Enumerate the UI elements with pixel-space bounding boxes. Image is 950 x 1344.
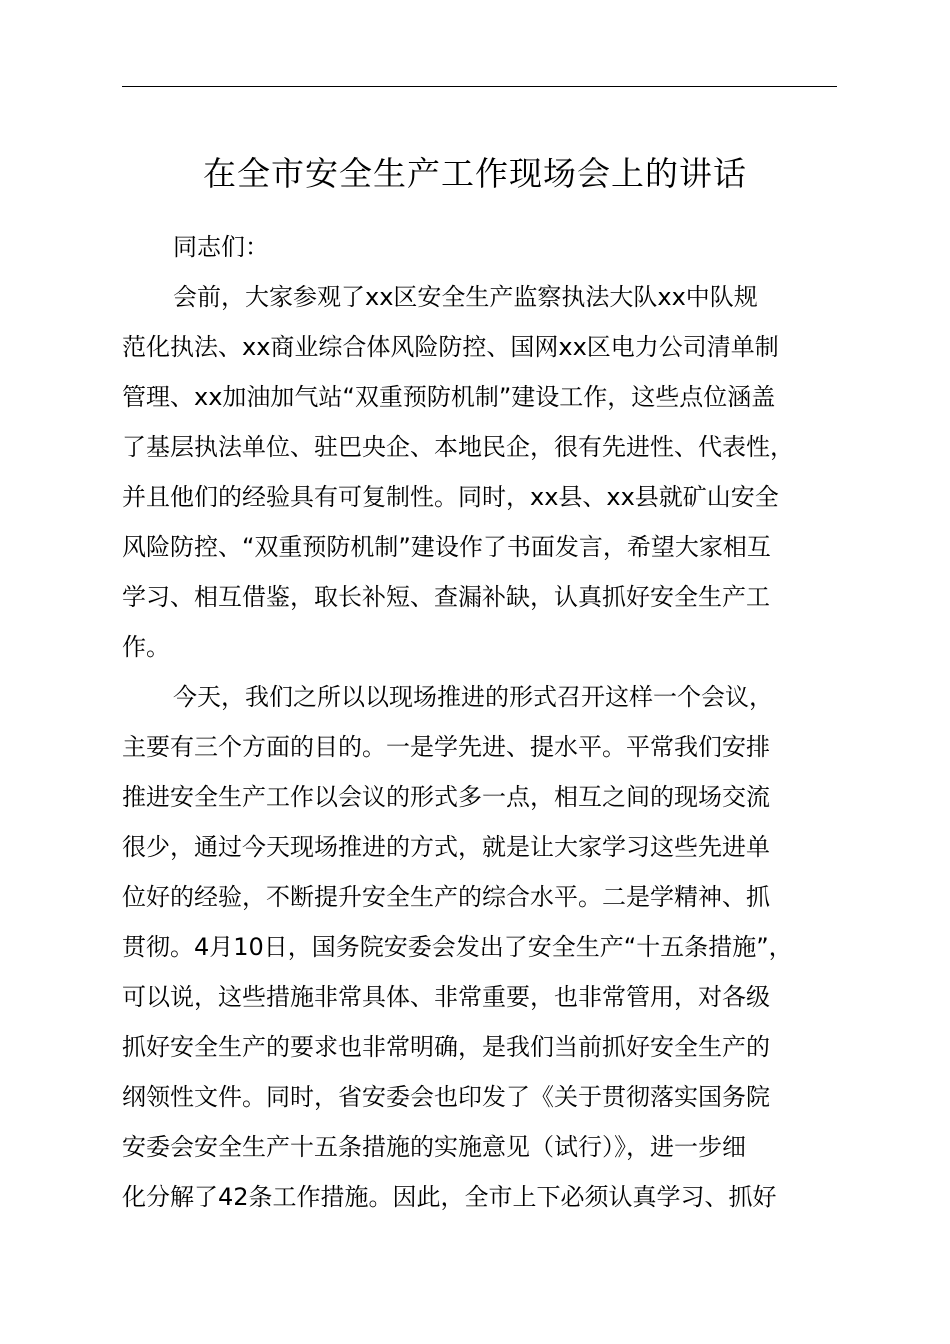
paragraph-2-line: 化分解了42条工作措施。因此，全市上下必须认真学习、抓好 bbox=[122, 1183, 777, 1211]
paragraph-2-line: 位好的经验，不断提升安全生产的综合水平。二是学精神、抓 bbox=[122, 883, 770, 911]
paragraph-2-line: 推进安全生产工作以会议的形式多一点，相互之间的现场交流 bbox=[122, 783, 770, 811]
document-title: 在全市安全生产工作现场会上的讲话 bbox=[203, 154, 747, 193]
paragraph-1-line: 会前，大家参观了xx区安全生产监察执法大队xx中队规 bbox=[173, 283, 758, 311]
paragraph-2-line: 今天，我们之所以以现场推进的形式召开这样一个会议， bbox=[173, 683, 773, 711]
paragraph-2-line: 可以说，这些措施非常具体、非常重要，也非常管用，对各级 bbox=[122, 983, 770, 1011]
paragraph-2-line: 纲领性文件。同时，省安委会也印发了《关于贯彻落实国务院 bbox=[122, 1083, 770, 1111]
paragraph-1-line: 了基层执法单位、驻巴央企、本地民企，很有先进性、代表性， bbox=[122, 433, 794, 461]
paragraph-1-line: 管理、xx加油加气站“双重预防机制”建设工作，这些点位涵盖 bbox=[122, 383, 776, 411]
paragraph-1-line: 并且他们的经验具有可复制性。同时，xx县、xx县就矿山安全 bbox=[122, 483, 779, 511]
paragraph-1-line: 学习、相互借鉴，取长补短、查漏补缺，认真抓好安全生产工 bbox=[122, 583, 770, 611]
paragraph-2-line: 抓好安全生产的要求也非常明确，是我们当前抓好安全生产的 bbox=[122, 1033, 770, 1061]
header-rule bbox=[122, 86, 837, 87]
paragraph-1-line: 作。 bbox=[122, 633, 170, 661]
paragraph-1-line: 范化执法、xx商业综合体风险防控、国网xx区电力公司清单制 bbox=[122, 333, 779, 361]
paragraph-1-line: 风险防控、“双重预防机制”建设作了书面发言，希望大家相互 bbox=[122, 533, 771, 561]
paragraph-2-line: 很少，通过今天现场推进的方式，就是让大家学习这些先进单 bbox=[122, 833, 770, 861]
paragraph-2-line: 主要有三个方面的目的。一是学先进、提水平。平常我们安排 bbox=[122, 733, 770, 761]
salutation: 同志们： bbox=[173, 233, 269, 261]
paragraph-2-line: 贯彻。4月10日，国务院安委会发出了安全生产“十五条措施”， bbox=[122, 933, 793, 961]
paragraph-2-line: 安委会安全生产十五条措施的实施意见（试行）》，进一步细 bbox=[122, 1133, 746, 1161]
